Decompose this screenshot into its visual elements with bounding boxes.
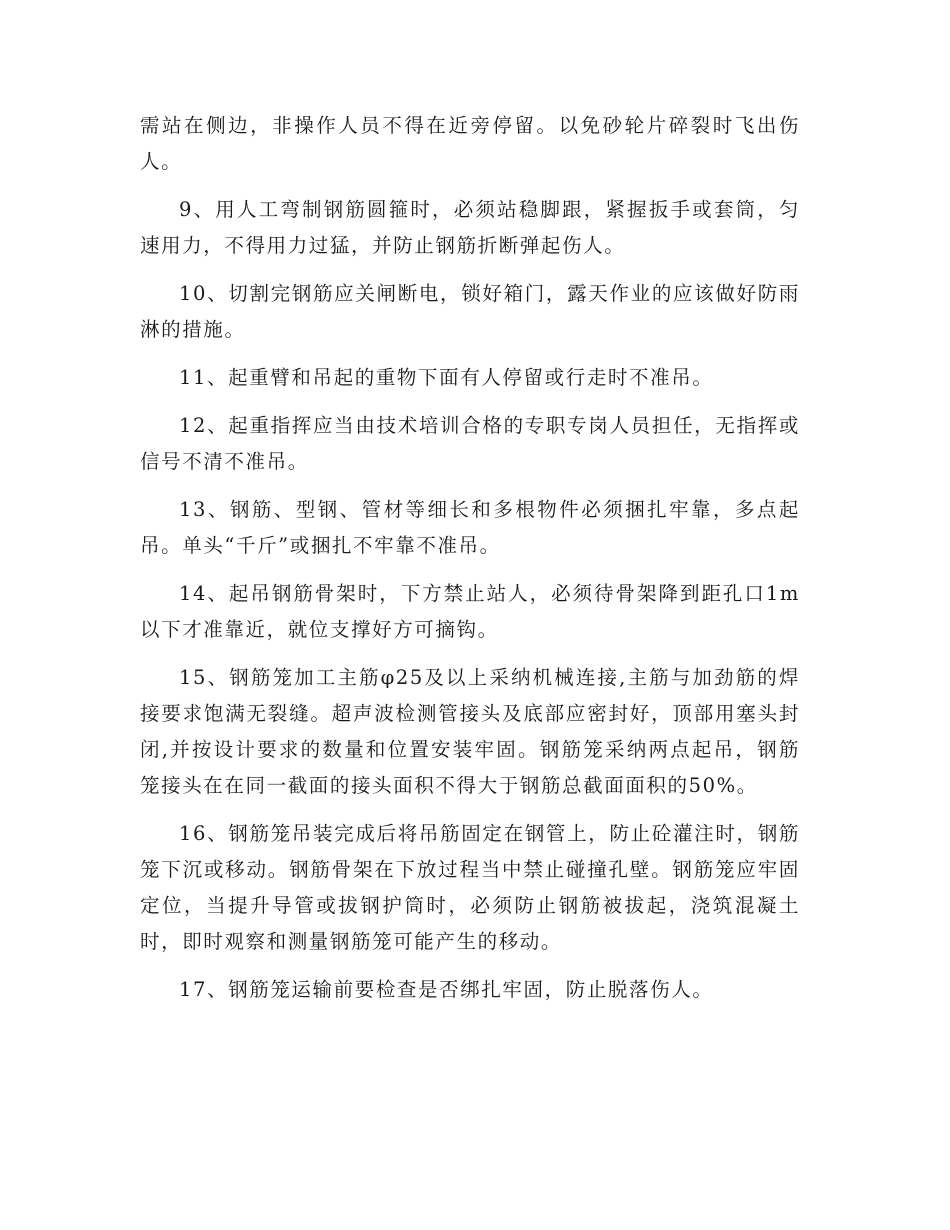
paragraph-item-11: 11、起重臂和吊起的重物下面有人停留或行走时不准吊。 xyxy=(179,366,714,389)
paragraph-item-16: 16、钢筋笼吊装完成后将吊筋固定在钢管上，防止砼灌注时，钢筋笼下沉或移动。钢筋骨架在下放过程当中禁止碰撞孔壁。钢筋笼应牢固定位，当提升导管或拔钢护筒时，必须防止钢筋被拔起，浇筑混凝土时，即时观察和测量钢筋笼可能产生的移动。 xyxy=(140,822,800,953)
paragraph-item-13: 13、钢筋、型钢、管材等细长和多根物件必须捆扎牢靠，多点起吊。单头“千斤”或捆扎不牢靠不准吊。 xyxy=(140,498,800,557)
paragraph-item-10: 10、切割完钢筋应关闸断电，锁好箱门，露天作业的应该做好防雨淋的措施。 xyxy=(140,282,800,341)
paragraph-item-12: 12、起重指挥应当由技术培训合格的专职专岗人员担任，无指挥或信号不清不准吊。 xyxy=(140,414,800,473)
paragraph-item-17: 17、钢筋笼运输前要检查是否绑扎牢固，防止脱落伤人。 xyxy=(179,978,714,1001)
paragraph-item-15: 15、钢筋笼加工主筋φ25及以上采纳机械连接,主筋与加劲筋的焊接要求饱满无裂缝。超声波检测管接头及底部应密封好，顶部用塞头封闭,并按设计要求的数量和位置安装牢固。钢筋笼采纳两点起吊，钢筋笼接头在在同一截面的接头面积不得大于钢筋总截面面积的50%。 xyxy=(140,666,800,797)
paragraph-continuation: 需站在侧边，非操作人员不得在近旁停留。以免砂轮片碎裂时飞出伤人。 xyxy=(140,114,800,173)
paragraph-item-14: 14、起吊钢筋骨架时，下方禁止站人，必须待骨架降到距孔口1m以下才准靠近，就位支撑好方可摘钩。 xyxy=(140,582,800,641)
paragraph-item-9: 9、用人工弯制钢筋圆箍时，必须站稳脚跟，紧握扳手或套筒，匀速用力，不得用力过猛，并防止钢筋折断弹起伤人。 xyxy=(140,198,800,257)
